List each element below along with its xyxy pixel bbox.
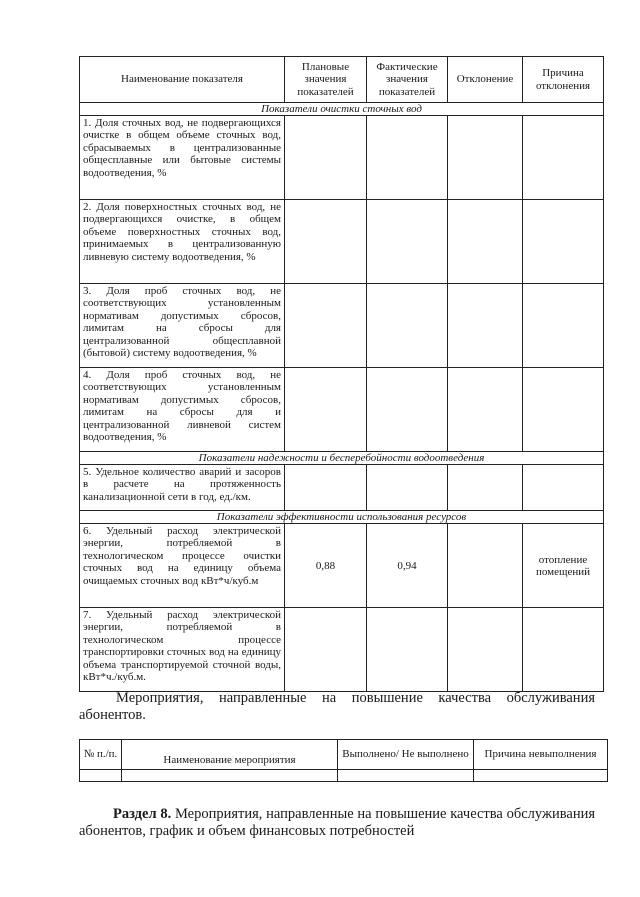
section-title-efficiency: Показатели эффективности использования ресурсов	[80, 511, 604, 524]
measures-paragraph: Мероприятия, направленные на повышение качества обслуживания абонентов.	[79, 690, 595, 723]
indicator-name: 1. Доля сточных вод, не подвергающихся очистке в общем объеме сточных вод, сбрасываемых в централизованные общесплавные или бытовые системы водоотведения, %	[80, 116, 285, 200]
empty-cell	[80, 770, 122, 782]
section-title-reliability: Показатели надежности и бесперебойности водоотведения	[80, 452, 604, 465]
header-planned-values: Плановые значения показателей	[285, 57, 367, 103]
section-8-text: Мероприятия, направленные на повышение качества обслуживания абонентов, график и объем финансовых потребностей	[79, 806, 596, 839]
planned-value: 0,88	[285, 524, 367, 608]
planned-value	[285, 200, 367, 284]
table-row	[80, 368, 604, 452]
table-row	[80, 770, 608, 782]
measures-header-row	[80, 740, 608, 770]
actual-value	[367, 368, 448, 452]
table-row	[80, 608, 604, 692]
table-header-row	[80, 57, 604, 103]
table-row	[80, 116, 604, 200]
section-row	[80, 103, 604, 116]
deviation-value	[448, 284, 523, 368]
actual-value	[367, 200, 448, 284]
header-deviation-reason: Причина отклонения	[523, 57, 604, 103]
reason-value	[523, 200, 604, 284]
planned-value	[285, 608, 367, 692]
table-row	[80, 200, 604, 284]
actual-value	[367, 284, 448, 368]
deviation-value	[448, 465, 523, 511]
header-measure-name: Наименование мероприятия	[122, 740, 338, 770]
reason-value	[523, 284, 604, 368]
indicator-name: 5. Удельное количество аварий и засоров в расчете на протяженность канализационной сети в год, ед./км.	[80, 465, 285, 511]
deviation-value	[448, 524, 523, 608]
header-indicator-name: Наименование показателя	[80, 57, 285, 103]
indicator-name: 7. Удельный расход электрической энергии, потребляемой в технологическом процессе транспортировки сточных вод на единицу объема транспортируемой сточной воды, кВт*ч./куб.м.	[80, 608, 285, 692]
section-row	[80, 511, 604, 524]
measures-table	[79, 739, 608, 782]
empty-cell	[122, 770, 338, 782]
section-8-heading	[79, 806, 595, 840]
table-row	[80, 465, 604, 511]
actual-value: 0,94	[367, 524, 448, 608]
indicator-name: 2. Доля поверхностных сточных вод, не подвергающихся очистке, в общем объеме поверхностных сточных вод, принимаемых в централизованную ливневую систему водоотведения, %	[80, 200, 285, 284]
deviation-value	[448, 608, 523, 692]
header-actual-values: Фактические значения показателей	[367, 57, 448, 103]
deviation-value	[448, 200, 523, 284]
actual-value	[367, 116, 448, 200]
actual-value	[367, 465, 448, 511]
empty-cell	[338, 770, 474, 782]
reason-value	[523, 368, 604, 452]
header-deviation: Отклонение	[448, 57, 523, 103]
deviation-value	[448, 116, 523, 200]
header-done-status: Выполнено/ Не выполнено	[338, 740, 474, 770]
planned-value	[285, 368, 367, 452]
table-row	[80, 524, 604, 608]
indicators-table	[79, 56, 604, 692]
deviation-value	[448, 368, 523, 452]
reason-value: отопление помещений	[523, 524, 604, 608]
indicator-name: 4. Доля проб сточных вод, не соответствующих установленным нормативам допустимых сбросов, лимитам на сбросы для и централизованной ливневой систем водоотведения, %	[80, 368, 285, 452]
indicator-name: 3. Доля проб сточных вод, не соответствующих установленным нормативам допустимых сбросов, лимитам на сбросы для централизованной общесплавной (бытовой) систему водоотведения, %	[80, 284, 285, 368]
planned-value	[285, 284, 367, 368]
section-8-label: Раздел 8.	[113, 806, 172, 822]
planned-value	[285, 465, 367, 511]
actual-value	[367, 608, 448, 692]
empty-cell	[474, 770, 608, 782]
reason-value	[523, 116, 604, 200]
header-nonfulfillment-reason: Причина невыполнения	[474, 740, 608, 770]
section-row	[80, 452, 604, 465]
indicator-name: 6. Удельный расход электрической энергии, потребляемой в технологическом процессе очистки сточных вод на единицу объема очищаемых сточных вод кВт*ч/куб.м	[80, 524, 285, 608]
planned-value	[285, 116, 367, 200]
reason-value	[523, 465, 604, 511]
reason-value	[523, 608, 604, 692]
section-title-treatment: Показатели очистки сточных вод	[80, 103, 604, 116]
header-row-number: № п./п.	[80, 740, 122, 770]
table-row	[80, 284, 604, 368]
